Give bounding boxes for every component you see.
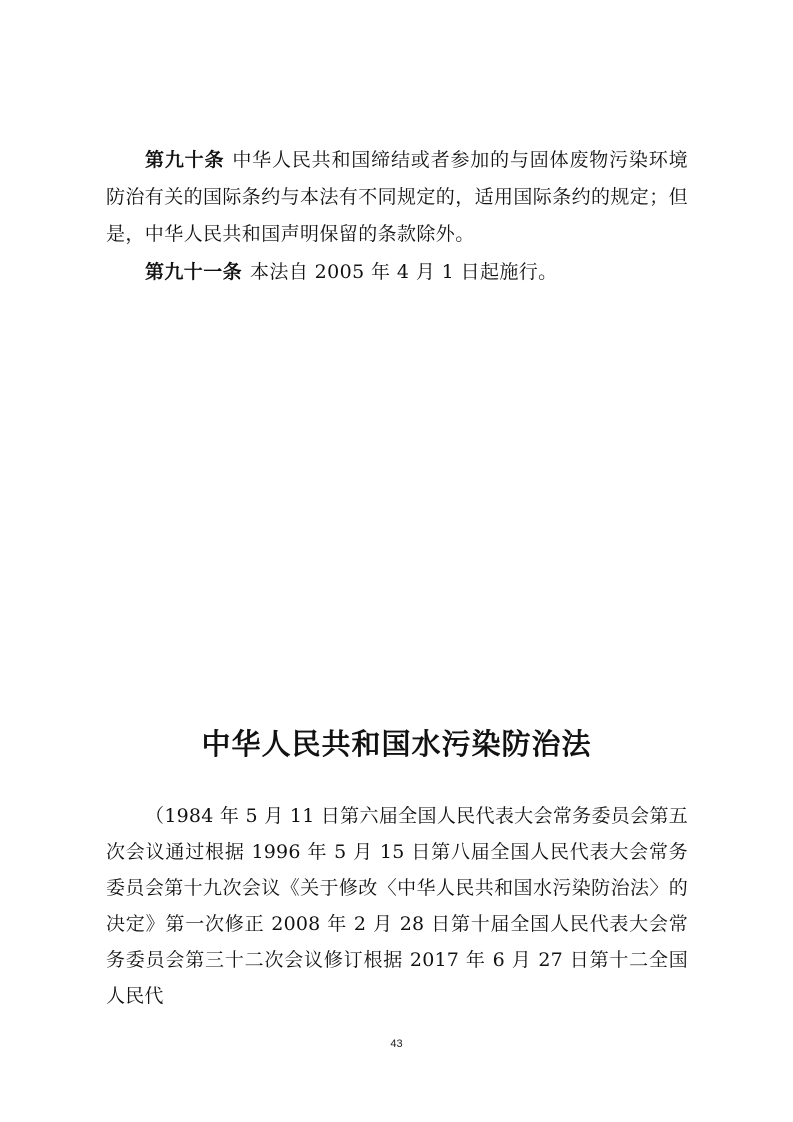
article-paragraph [106, 142, 688, 253]
article-text: 中华人民共和国缔结或者参加的与固体废物污染环境防治有关的国际条约与本法有不同规定的，适用国际条约的规定；但是，中华人民共和国声明保留的条款除外。 [106, 149, 689, 245]
law-history-note: （1984 年 5 月 11 日第六届全国人民代表大会常务委员会第五次会议通过根据 1996 年 5 月 15 日第八届全国人民代表大会常务委员会第十九次会议《关于修改〈中华人民共和国水污染防治法〉的决定》第一次修正 2008 年 2 月 28 日第十届全国人民代表大会常务委员会第三十二次会议修订根据 2017 年 6 月 27 日第十二全国人民代 [106, 805, 688, 1007]
article-label: 第九十条 [145, 149, 225, 171]
article-text: 本法自 2005 年 4 月 1 日起施行。 [250, 261, 558, 283]
page-number: 43 [390, 1038, 403, 1050]
law-title: 中华人民共和国水污染防治法 [201, 727, 592, 761]
article-paragraph [106, 254, 688, 291]
article-label: 第九十一条 [145, 261, 243, 283]
